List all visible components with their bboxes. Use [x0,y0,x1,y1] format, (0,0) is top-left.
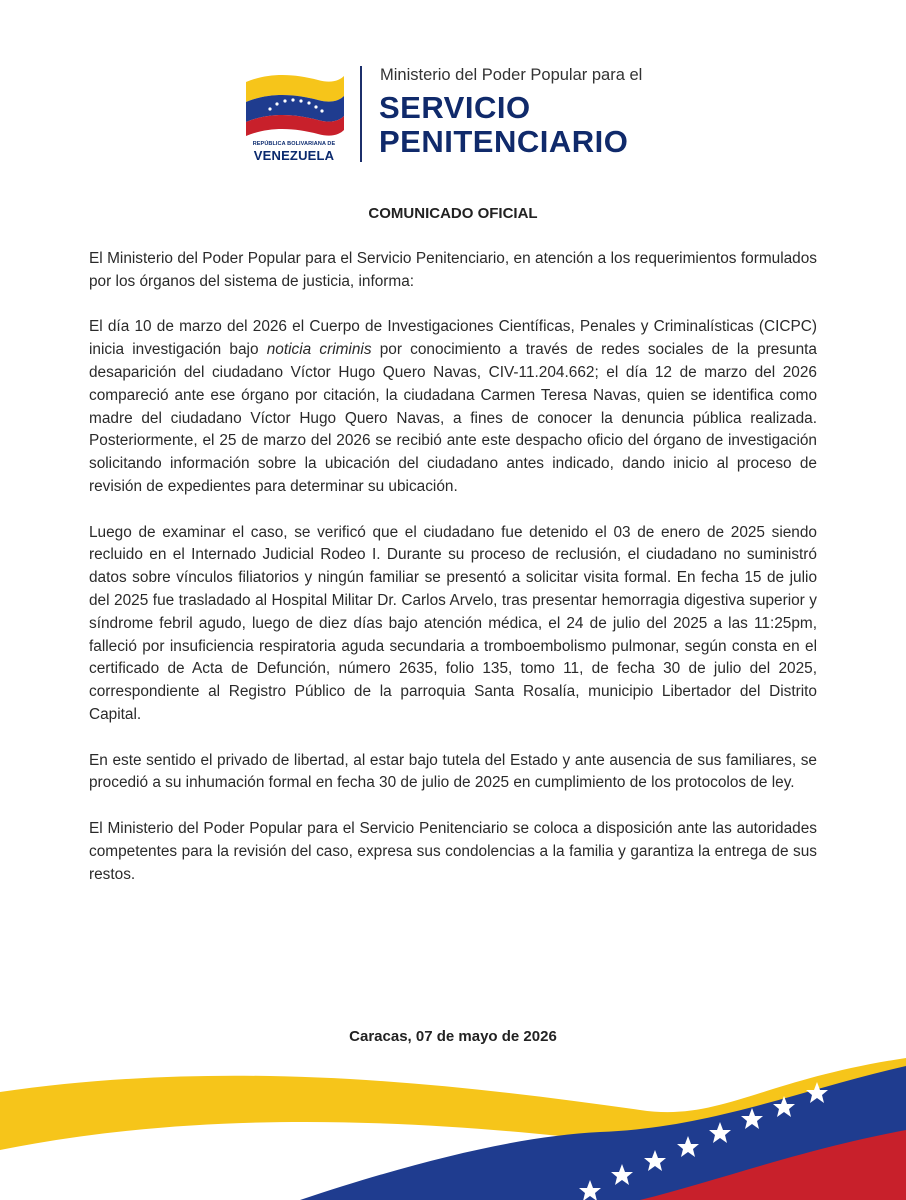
ministry-title-line2: PENITENCIARIO [379,124,629,159]
paragraph-investigation-part2: por conocimiento a través de redes sociales de la presunta desaparición del ciudadano Víctor Hugo Quero Navas, CIV-11.204.662; el día 12 de marzo del 2026 compareció ante ese órgano por citación, la ciudadana Carmen Teresa Navas, quien se identifica como madre del ciudadano Víctor Hugo Quero Navas, a fines de conocer la denuncia pública realizada. Posteriormente, el 25 de marzo del 2026 se recibió ante este despacho oficio del órgano de investigación solicitando información sobre la ubicación del ciudadano antes indicado, dando inicio al proceso de revisión de expedientes para determinar su ubicación. [89,341,817,495]
letterhead [232,58,692,168]
ministry-title-line1: SERVICIO [379,90,531,125]
paragraph-investigation-italic: noticia criminis [266,341,372,359]
footer-flag-wave [0,1040,906,1200]
header-divider [360,66,362,162]
waving-flag-icon [240,68,348,140]
paragraph-closing: El Ministerio del Poder Popular para el Servicio Penitenciario se coloca a disposición ante las autoridades competentes para la revisión del caso, expresa sus condolencias a la familia y garantiza la entrega de sus restos. [89,819,817,883]
ministry-subtitle: Ministerio del Poder Popular para el [380,66,643,84]
paragraph-case-review: Luego de examinar el caso, se verificó que el ciudadano fue detenido el 03 de enero de 2025 siendo recluido en el Internado Judicial Rodeo I. Durante su proceso de reclusión, el ciudadano no suministró datos sobre vínculos filiatorios y ningún familiar se presentó a solicitar visita formal. En fecha 15 de julio del 2025 fue trasladado al Hospital Militar Dr. Carlos Arvelo, tras presentar hemorragia digestiva superior y síndrome febril agudo, luego de diez días bajo atención médica, el 24 de julio del 2025 a las 11:25pm, falleció por insuficiencia respiratoria aguda secundaria a tromboembolismo pulmonar, según consta en el certificado de Acta de Defunción, número 2635, folio 135, tomo 11, de fecha 30 de julio del 2025, correspondiente al Registro Público de la parroquia Santa Rosalía, municipio Libertador del Distrito Capital. [89,523,817,723]
paragraph-intro: El Ministerio del Poder Popular para el Servicio Penitenciario, en atención a los requerimientos formulados por los órganos del sistema de justicia, informa: [89,250,817,290]
venezuela-flag-logo [240,68,348,163]
document-title: COMUNICADO OFICIAL [368,205,538,222]
document-body [89,248,817,886]
paragraph-burial: En este sentido el privado de libertad, al estar bajo tutela del Estado y ante ausencia de sus familiares, se procedió a su inhumación formal en fecha 30 de julio de 2025 en cumplimiento de los protocolos de ley. [89,751,817,792]
paragraph-investigation [89,316,817,498]
republic-caption: REPÚBLICA BOLIVARIANA DE [252,141,336,147]
country-name: VENEZUELA [253,148,335,163]
paragraph-investigation-part1: El día 10 de marzo del 2026 el Cuerpo de Investigaciones Científicas, Penales y Criminalísticas (CICPC) inicia investigación bajo [89,318,817,359]
place-and-date: Caracas, 07 de mayo de 2026 [349,1028,557,1045]
